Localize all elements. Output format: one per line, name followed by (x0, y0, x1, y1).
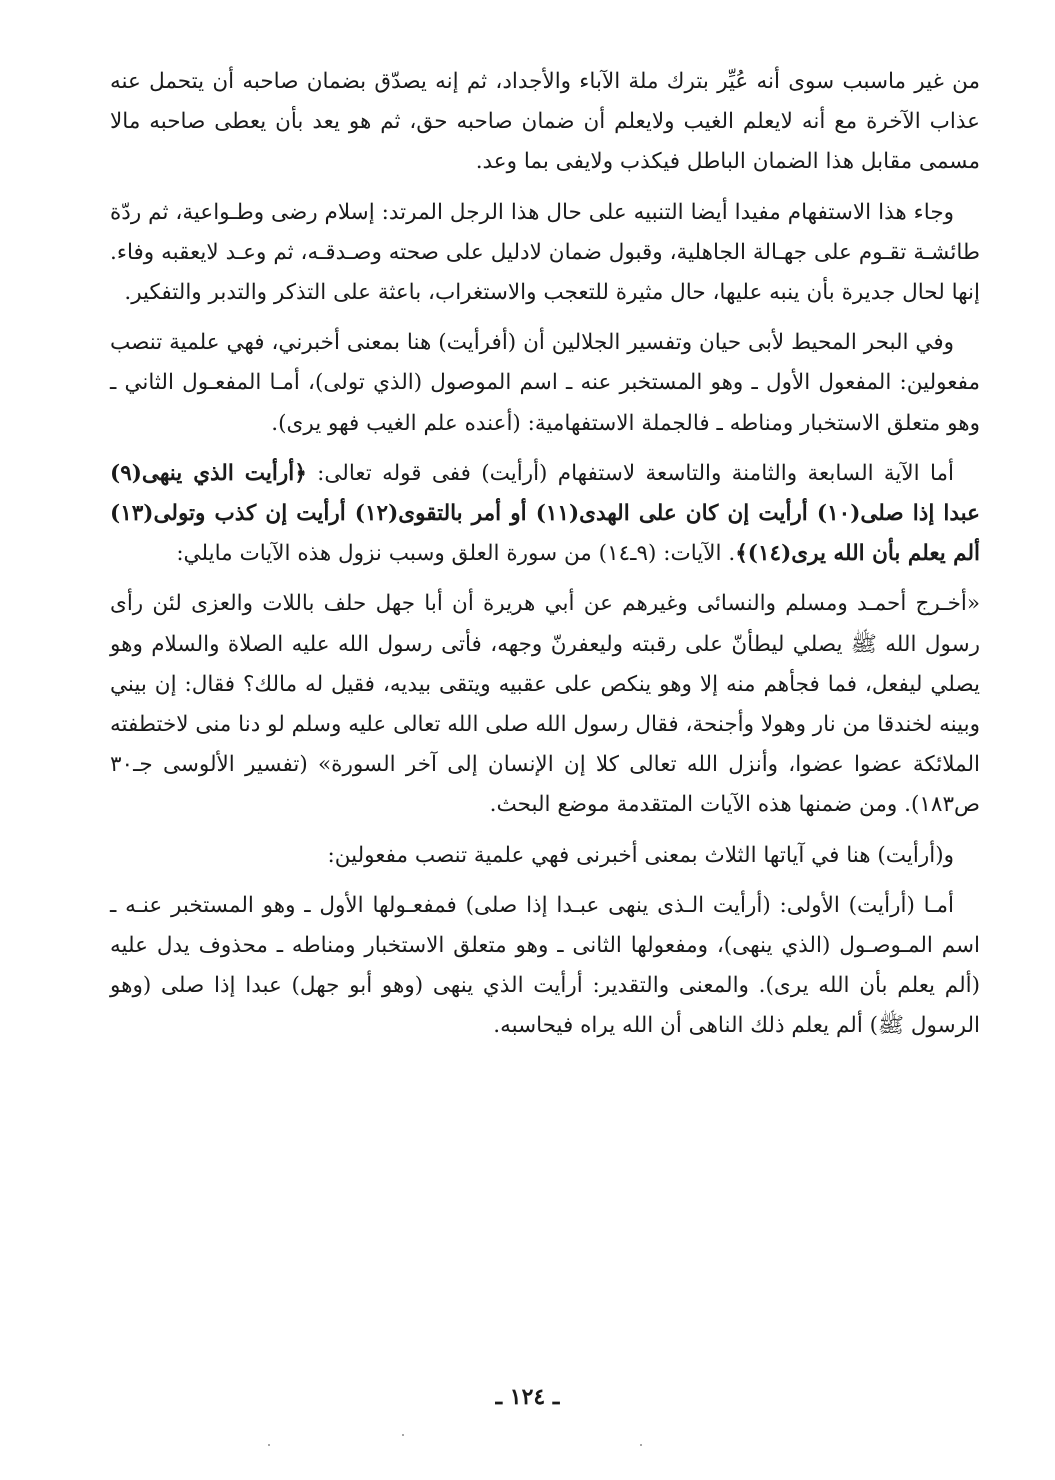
paragraph-5-hadith-quote (110, 584, 980, 825)
page-body (110, 62, 980, 1057)
paragraph-1-text: من غير ماسبب سوى أنه عُيِّر بترك ملة الآباء والأجداد، ثم إنه يصدّق بضمان صاحبه أن يتحمل عنه عذاب الآخرة مع أنه لايعلم الغيب ولايعلم أن ضمان صاحبه حق، ثم هو يعد بأن يعطى صاحبه مالا مسمى مقابل هذا الضمان الباطل فيكذب ولايفى بما وعد. (110, 69, 980, 175)
scan-speck (640, 1444, 642, 1446)
page-number: ـ ١٢٤ ـ (495, 1384, 560, 1410)
paragraph-7-text: أمـا (أرأيت) الأولى: (أرأيت الـذى ينهى عبـدا إذا صلى) فمفعـولها الأول ـ وهو المستخبر عنـه ـ اسم المـوصـول (الذي ينهى)، ومفعولها الثانى ـ وهو متعلق الاستخبار ومناطه ـ محذوف يدل عليه (ألم يعلم بأن الله يرى). والمعنى والتقدير: أرأيت الذي ينهى (وهو أبو جهل) عبدا إذا صلى (وهو الرسول ﷺ) ألم يعلم ذلك الناهى أن الله يراه فيحاسبه. (110, 892, 980, 1039)
paragraph-6 (110, 836, 980, 876)
paragraph-5-text: «أخـرج أحمـد ومسلم والنسائى وغيرهم عن أبي هريرة أن أبا جهل حلف باللات والعزى لئن رأى رسول الله ﷺ يصلي ليطأنّ على رقبته وليعفرنّ وجهه، فأتى رسول الله عليه الصلاة والسلام وهو يصلي ليفعل، فما فجأهم منه إلا وهو ينكص على عقبيه ويتقى بيديه، فقيل له مالك؟ فقال: إن بيني وبينه لخندقا من نار وهولا وأجنحة، فقال رسول الله صلى الله تعالى عليه وسلم لو دنا منى لاختطفته الملائكة عضوا عضوا، وأنزل الله تعالى كلا إن الإنسان إلى آخر السورة» (تفسير الألوسى جـ٣٠ ص١٨٣). ومن ضمنها هذه الآيات المتقدمة موضع البحث. (110, 591, 980, 818)
paragraph-4-intro: أما الآية السابعة والثامنة والتاسعة لاستفهام (أرأيت) ففى قوله تعالى: (306, 460, 955, 486)
paragraph-6-text: و(أرأيت) هنا في آياتها الثلاث بمعنى أخبرنى فهي علمية تنصب مفعولين: (327, 842, 954, 868)
paragraph-1 (110, 62, 980, 183)
paragraph-3-text: وفي البحر المحيط لأبى حيان وتفسير الجلالين أن (أفرأيت) هنا بمعنى أخبرني، فهي علمية تنصب مفعولين: المفعول الأول ـ وهو المستخبر عنه ـ اسم الموصول (الذي تولى)، أمـا المفعـول الثاني ـ وهو متعلق الاستخبار ومناطه ـ فالجملة الاستفهامية: (أعنده علم الغيب فهو يرى). (110, 330, 980, 436)
paragraph-2 (110, 193, 980, 314)
paragraph-4 (110, 454, 980, 575)
paragraph-2-text: وجاء هذا الاستفهام مفيدا أيضا التنبيه على حال هذا الرجل المرتد: إسلام رضى وطـواعية، ثم ردّة طائشـة تقـوم على جهـالة الجاهلية، وقبول ضمان لادليل على صحته وصـدقـه، ثم وعـد لايعقبه وفاء. إنها لحال جديرة بأن ينبه عليها، حال مثيرة للتعجب والاستغراب، باعثة على التذكر والتدبر والتفكير. (110, 199, 980, 306)
scan-speck (268, 1444, 270, 1446)
paragraph-7 (110, 886, 980, 1047)
paragraph-4-outro: . الآيات: (٩ـ١٤) من سورة العلق وسبب نزول هذه الآيات مايلي: (176, 541, 736, 567)
quran-verses-quote: ﴿أرأيت الذي ينهى(٩) عبدا إذا صلى(١٠) أرأيت إن كان على الهدى(١١) أو أمر بالتقوى(١٢) أرأيت إن كذب وتولى(١٣) ألم يعلم بأن الله يرى(١٤)﴾ (110, 460, 980, 567)
paragraph-3 (110, 323, 980, 444)
scan-speck (402, 1434, 404, 1436)
